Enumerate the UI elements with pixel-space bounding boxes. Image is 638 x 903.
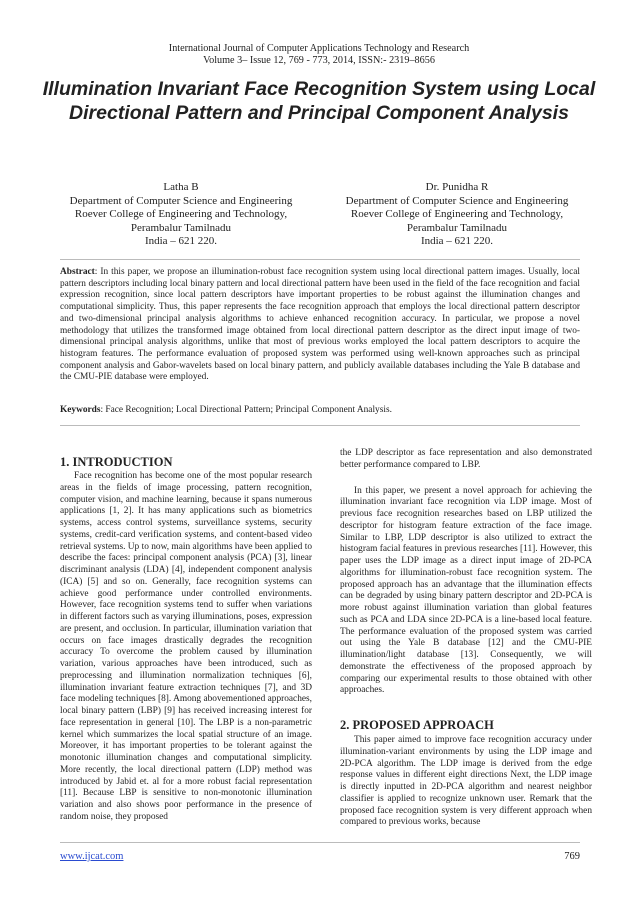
abstract [60, 267, 580, 384]
author-block-2 [326, 181, 588, 249]
keywords-bottom-rule [60, 425, 580, 426]
right-column [340, 448, 592, 829]
author-name: Latha B [163, 181, 199, 193]
intro-continued-paragraph: the LDP descriptor as face representation and also demonstrated better performance compared to LBP. [340, 448, 592, 470]
section-heading-proposed-approach: 2. PROPOSED APPROACH [340, 718, 494, 732]
journal-header [0, 43, 638, 67]
intro-paragraph: Face recognition has become one of the most popular research areas in the fields of image processing, pattern recognition, computer vision, and machine learning, because it spans numerous applications [1, 2]. It has many applications such as biometrics systems, access control systems, surveillance systems, security systems, credit-card verification systems, and content-based video retrieval systems. Up to now, main algorithms have been applied to describe the faces: principal component analysis (PCA) [3], linear discriminant analysis (LDA) [4], independent component analysis (ICA) [5] and so on. Generally, face recognition systems can achieve good performance under controlled environments. However, face recognition systems tend to suffer when variations in different factors such as varying illuminations, poses, expression are present, and occlusion. In particular, illumination variation that occurs on face images drastically degrades the recognition accuracy To overcome the problem caused by illumination variation, various approaches have been introduced, such as preprocessing and illumination normalization techniques [6], illumination invariant feature extraction techniques [7], and 3D face modeling techniques [8]. Among abovementioned approaches, local binary pattern (LBP) [9] has received increasing interest for face representation in general [10]. The LBP is a non-parametric kernel which summarizes the local spatial structure of an image. Moreover, it has important properties to be tolerant against the monotonic illumination changes and computational simplicity. More recently, the local directional pattern (LDP) method was introduced by Jabid et. al for a more robust facial representation [11]. Because LBP is sensitive to non-monotonic illumination variation and also shows poor performance in the presence of random noise, they proposed [60, 471, 312, 822]
footer-rule [60, 842, 580, 843]
section-heading-introduction: 1. INTRODUCTION [60, 455, 173, 469]
author-place: Perambalur Tamilnadu [406, 221, 508, 234]
author-dept: Department of Computer Science and Engineering [345, 194, 569, 207]
author-block-1 [52, 181, 310, 249]
keywords-label: Keywords [60, 405, 101, 415]
abstract-top-rule [60, 259, 580, 260]
author-college: Roever College of Engineering and Technology, [74, 208, 288, 221]
author-dept: Department of Computer Science and Engineering [69, 194, 293, 207]
journal-volume: Volume 3– Issue 12, 769 - 773, 2014, ISSN:- 2319–8656 [203, 55, 435, 66]
author-place: Perambalur Tamilnadu [130, 221, 232, 234]
left-column [60, 448, 312, 824]
journal-name: International Journal of Computer Applications Technology and Research [168, 43, 470, 54]
author-pin: India – 621 220. [420, 235, 494, 248]
journal-website-link[interactable]: www.ijcat.com [60, 851, 124, 862]
abstract-text: : In this paper, we propose an illumination-robust face recognition system using local directional pattern images. Usually, local pattern descriptors including local binary pattern and local directional pattern have been used in the field of the face recognition and facial expression recognition, since local pattern descriptors have important properties to be robust against the illumination changes and computational simplicity. Thus, this paper represents the face recognition approach that employs the local directional pattern descriptor and two-dimensional principal analysis algorithms to achieve enhanced recognition accuracy. In particular, we propose a novel methodology that utilizes the transformed image obtained from local directional pattern descriptor as the direct input image of two-dimensional principal analysis algorithms, unlike that most of previous works employed the local pattern descriptors to acquire the histogram features. The performance evaluation of proposed system was performed using well-known approaches such as principal component analysis and Gabor-wavelets based on local binary pattern, and publicly available databases including the Yale B database and the CMU-PIE database were employed. [60, 267, 580, 383]
intro-paragraph-2: In this paper, we present a novel approach for achieving the illumination invariant face recognition via LDP image. Most of previous face recognition researches based on LBP utilized the descriptor for histogram feature extraction of the face image. Similar to LBP, LDP descriptor is also utilized to extract the histogram facial features in previous researches [11]. However, this paper uses the LDP image as a direct input image of 2D-PCA algorithms for illumination-robust face recognition system. The proposed approach has an advantage that the illumination effects can be degraded by using binary pattern descriptor and 2D-PCA is more robust against illumination variation than global features such as PCA and LDA since 2D-PCA is a line-based local feature. The performance evaluation of the proposed system was carried out using the Yale B database [12] and the CMU-PIE illumination/light database [13]. Consequently, we will demonstrate the effectiveness of the proposed approach by comparing our experimental results to those obtained with other approaches. [340, 485, 592, 696]
abstract-label: Abstract [60, 267, 95, 277]
keywords [60, 405, 580, 417]
author-college: Roever College of Engineering and Technology, [350, 208, 564, 221]
paper-title: Illumination Invariant Face Recognition System using Local Directional Pattern and Principal Component Analysis [42, 78, 596, 124]
approach-paragraph: This paper aimed to improve face recognition accuracy under illumination-variant environments by using the LDP image and 2D-PCA algorithm. The LDP image is derived from the edge response values in different eight directions Next, the LDP image is directly inputted in 2D-PCA algorithm and nearest neighbor classifier is applied to recognize unknown user. Remark that the proposed face recognition system is very different approach when compared to previous works, because [340, 735, 592, 828]
page-number: 769 [564, 851, 580, 862]
author-pin: India – 621 220. [144, 235, 218, 248]
author-name: Dr. Punidha R [425, 181, 489, 193]
keywords-text: : Face Recognition; Local Directional Pattern; Principal Component Analysis. [100, 405, 392, 415]
